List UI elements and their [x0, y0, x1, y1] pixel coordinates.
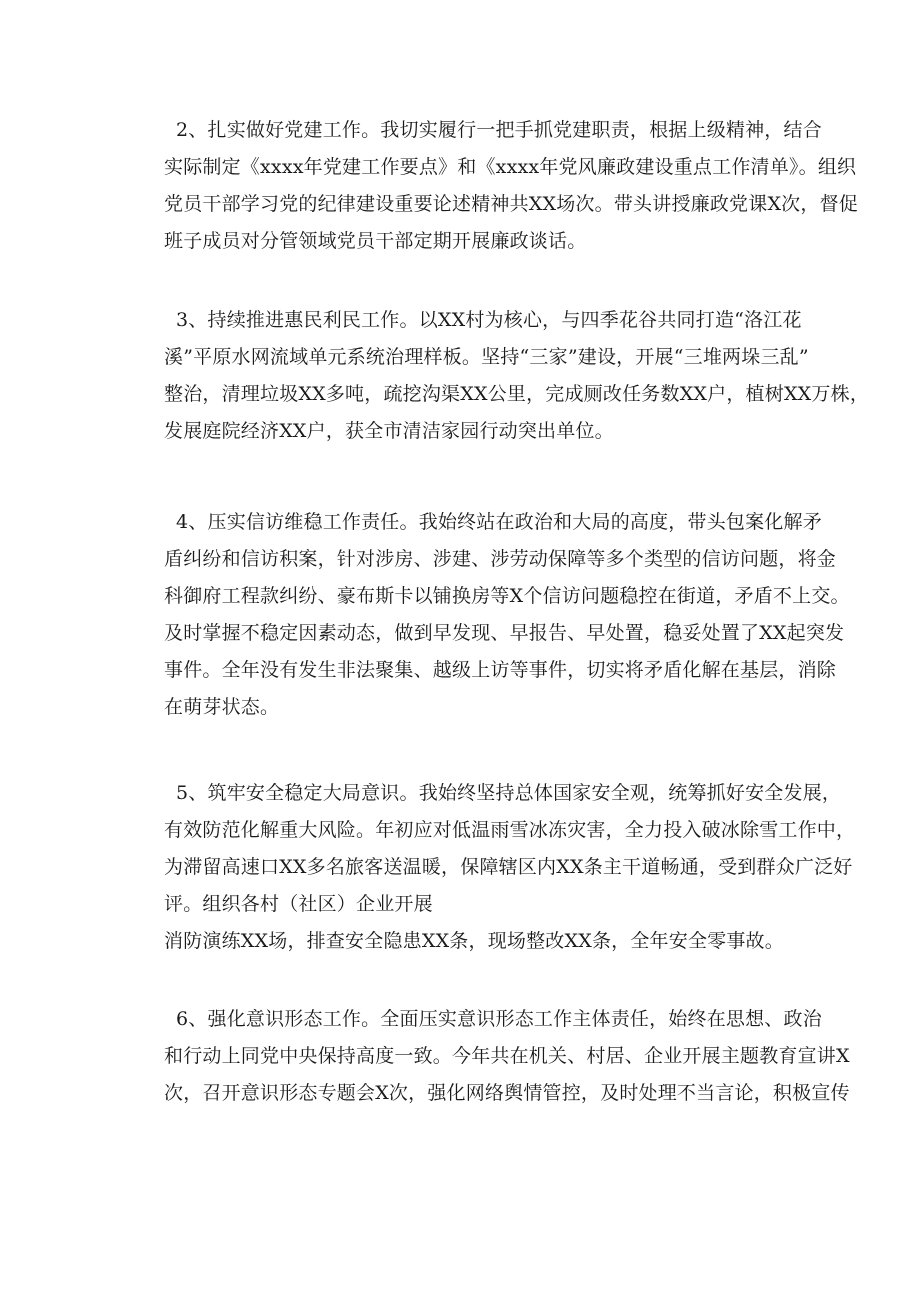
- paragraph-line: 有效防范化解重大风险。年初应对低温雨雪冰冻灾害，全力投入破冰除雪工作中，: [164, 819, 856, 841]
- paragraph-ideology: [164, 1001, 850, 1112]
- paragraph-line: 评。组织各村（社区）企业开展: [164, 893, 433, 915]
- paragraph-line: 消防演练XX场，排查安全隐患XX条，现场整改XX条，全年安全零事故。: [164, 930, 784, 952]
- paragraph-line: 发展庭院经济XX户，获全市清洁家园行动突出单位。: [164, 420, 614, 442]
- paragraph-line: 5、筑牢安全稳定大局意识。我始终坚持总体国家安全观，统筹抓好安全发展，: [176, 782, 842, 804]
- paragraph-line: 实际制定《xxxx年党建工作要点》和《xxxx年党风廉政建设重点工作清单》。组织: [164, 156, 857, 178]
- paragraph-public-welfare: [164, 302, 870, 450]
- paragraph-line: 4、压实信访维稳工作责任。我始终站在政治和大局的高度，带头包案化解矛: [176, 511, 822, 533]
- paragraph-party-building: [164, 112, 858, 260]
- paragraph-line: 科御府工程款纠纷、豪布斯卡以铺换房等X个信访问题稳控在街道，矛盾不上交。: [164, 585, 850, 607]
- paragraph-line: 事件。全年没有发生非法聚集、越级上访等事件，切实将矛盾化解在基层，消除: [164, 659, 837, 681]
- paragraph-line: 党员干部学习党的纪律建设重要论述精神共XX场次。带头讲授廉政党课X次，督促: [164, 193, 858, 215]
- paragraph-line: 为滞留高速口XX多名旅客送温暖，保障辖区内XX条主干道畅通，受到群众广泛好: [164, 856, 853, 878]
- paragraph-safety-stability: [164, 775, 856, 960]
- paragraph-line: 6、强化意识形态工作。全面压实意识形态工作主体责任，始终在思想、政治: [176, 1008, 822, 1030]
- paragraph-petition-stability: [164, 504, 850, 726]
- paragraph-line: 整治，清理垃圾XX多吨，疏挖沟渠XX公里，完成厕改任务数XX户，植树XX万株，: [164, 383, 870, 405]
- paragraph-line: 及时掌握不稳定因素动态，做到早发现、早报告、早处置，稳妥处置了XX起突发: [164, 622, 845, 644]
- paragraph-line: 和行动上同党中央保持高度一致。今年共在机关、村居、企业开展主题教育宣讲X: [164, 1045, 850, 1067]
- paragraph-line: 盾纠纷和信访积案，针对涉房、涉建、涉劳动保障等多个类型的信访问题，将金: [164, 548, 837, 570]
- paragraph-line: 次，召开意识形态专题会X次，强化网络舆情管控，及时处理不当言论，积极宣传: [164, 1082, 850, 1104]
- paragraph-line: 3、持续推进惠民利民工作。以XX村为核心，与四季花谷共同打造“洛江花: [176, 309, 802, 331]
- paragraph-line: 2、扎实做好党建工作。我切实履行一把手抓党建职责，根据上级精神，结合: [176, 119, 822, 141]
- paragraph-line: 溪”平原水网流域单元系统治理样板。坚持“三家”建设，开展“三堆两垛三乱”: [164, 346, 809, 368]
- paragraph-line: 班子成员对分管领域党员干部定期开展廉政谈话。: [164, 230, 587, 252]
- paragraph-line: 在萌芽状态。: [164, 696, 280, 718]
